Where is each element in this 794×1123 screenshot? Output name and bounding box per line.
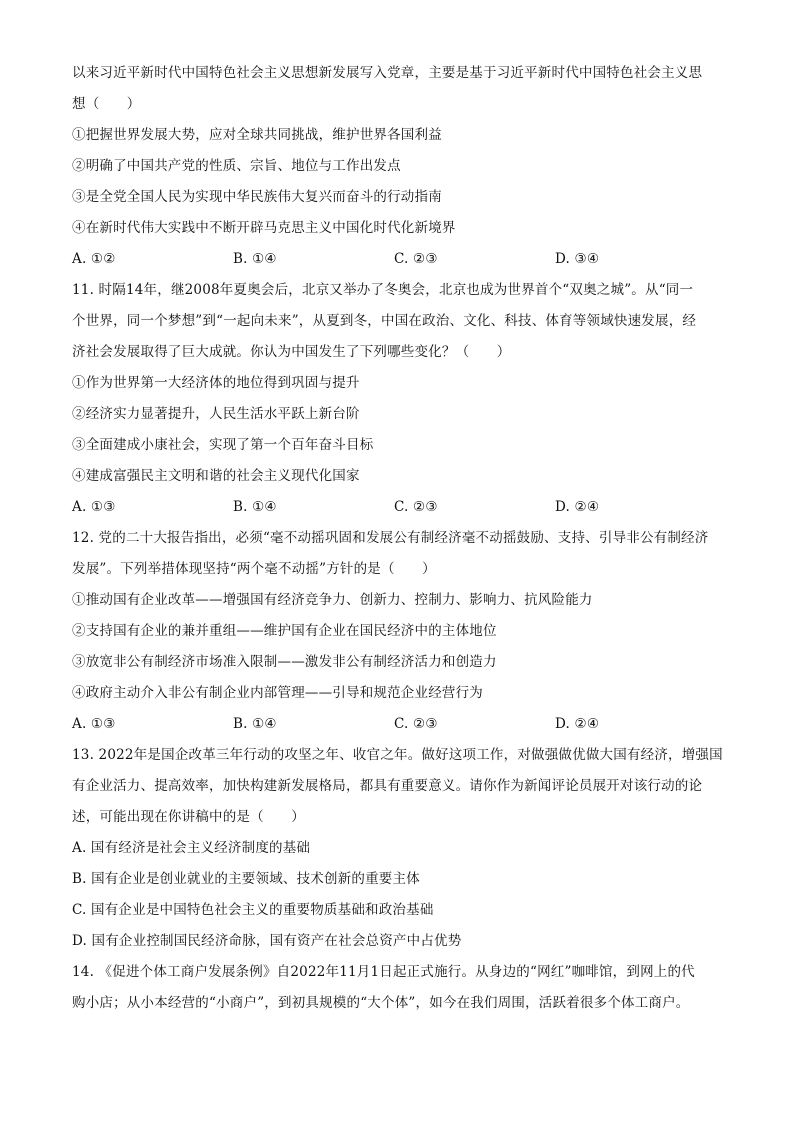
- answer-options: [72, 492, 732, 523]
- question-10: [72, 58, 732, 275]
- option-c: C. ②③: [394, 499, 438, 515]
- option-c: C. ②③: [394, 716, 438, 732]
- question-14: [72, 957, 732, 1019]
- question-stem-line: 个世界，同一个梦想”到“一起向未来”，从夏到冬，中国在政治、文化、科技、体育等领域快速发展，经: [72, 313, 697, 329]
- option-b: B. ①④: [233, 716, 277, 732]
- option-c: C. ②③: [394, 251, 438, 267]
- choice-a: A. 国有经济是社会主义经济制度的基础: [72, 840, 311, 856]
- question-stem-line: 11. 时隔14年，继2008年夏奥会后，北京又举办了冬奥会，北京也成为世界首个“双奥之城”。从“同一: [72, 282, 694, 298]
- statement: ①推动国有企业改革——增强国有经济竞争力、创新力、控制力、影响力、抗风险能力: [72, 592, 593, 608]
- choice-b: B. 国有企业是创业就业的主要领域、技术创新的重要主体: [72, 871, 420, 887]
- option-a: A. ①③: [72, 716, 116, 732]
- question-stem-line: 发展”。下列举措体现坚持“两个毫不动摇”方针的是（ ）: [72, 561, 436, 577]
- question-stem-line: 购小店；从小本经营的“小商户”，到初具规模的“大个体”，如今在我们周围，活跃着很多个体工商户。: [72, 995, 690, 1011]
- statement: ④政府主动介入非公有制企业内部管理——引导和规范企业经营行为: [72, 685, 483, 701]
- statement: ②明确了中国共产党的性质、宗旨、地位与工作出发点: [72, 158, 401, 174]
- option-d: D. ②④: [555, 499, 600, 515]
- option-b: B. ①④: [233, 499, 277, 515]
- statement: ④在新时代伟大实践中不断开辟马克思主义中国化时代化新境界: [72, 220, 456, 236]
- statement: ①作为世界第一大经济体的地位得到巩固与提升: [72, 375, 360, 391]
- question-stem-line: 12. 党的二十大报告指出，必须“毫不动摇巩固和发展公有制经济毫不动摇鼓励、支持、引导非公有制经济: [72, 530, 709, 546]
- option-b: B. ①④: [233, 251, 277, 267]
- option-d: D. ②④: [555, 716, 600, 732]
- question-13: [72, 740, 732, 957]
- answer-options: [72, 244, 732, 275]
- question-stem-line: 想（ ）: [72, 96, 141, 112]
- question-stem-line: 济社会发展取得了巨大成就。你认为中国发生了下列哪些变化？（ ）: [72, 344, 511, 360]
- statement: ①把握世界发展大势，应对全球共同挑战，维护世界各国利益: [72, 127, 442, 143]
- exam-page: [72, 58, 732, 1019]
- question-stem-line: 有企业活力、提高效率，加快构建新发展格局，都具有重要意义。请你作为新闻评论员展开对该行动的论: [72, 778, 703, 794]
- statement: ②支持国有企业的兼并重组——维护国有企业在国民经济中的主体地位: [72, 623, 497, 639]
- question-stem-line: 14. 《促进个体工商户发展条例》自2022年11月1日起正式施行。从身边的“网红”咖啡馆，到网上的代: [72, 964, 695, 980]
- question-stem-line: 述，可能出现在你讲稿中的是（ ）: [72, 809, 305, 825]
- question-stem-line: 以来习近平新时代中国特色社会主义思想新发展写入党章，主要是基于习近平新时代中国特色社会主义思: [72, 65, 703, 81]
- statement: ③全面建成小康社会，实现了第一个百年奋斗目标: [72, 437, 374, 453]
- choice-c: C. 国有企业是中国特色社会主义的重要物质基础和政治基础: [72, 902, 434, 918]
- option-a: A. ①②: [72, 251, 116, 267]
- statement: ④建成富强民主文明和谐的社会主义现代化国家: [72, 468, 360, 484]
- statement: ③是全党全国人民为实现中华民族伟大复兴而奋斗的行动指南: [72, 189, 442, 205]
- option-d: D. ③④: [555, 251, 600, 267]
- question-stem-line: 13. 2022年是国企改革三年行动的攻坚之年、收官之年。做好这项工作，对做强做优做大国有经济，增强国: [72, 747, 723, 763]
- statement: ②经济实力显著提升，人民生活水平跃上新台阶: [72, 406, 360, 422]
- choice-d: D. 国有企业控制国民经济命脉，国有资产在社会总资产中占优势: [72, 933, 462, 949]
- option-a: A. ①③: [72, 499, 116, 515]
- question-12: [72, 523, 732, 740]
- question-11: [72, 275, 732, 523]
- answer-options: [72, 709, 732, 740]
- statement: ③放宽非公有制经济市场准入限制——激发非公有制经济活力和创造力: [72, 654, 497, 670]
